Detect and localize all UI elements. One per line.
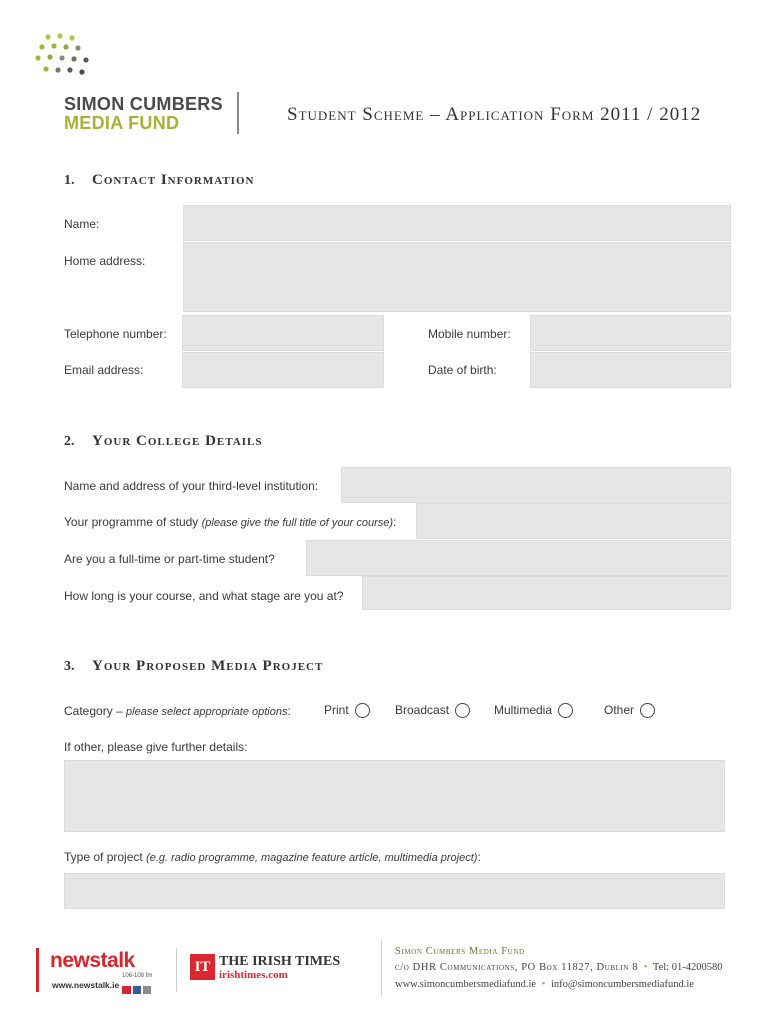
dob-field[interactable] [530, 352, 731, 388]
programme-label-row [64, 515, 396, 529]
category-colon: : [287, 704, 291, 718]
footer-org-name: Simon Cumbers Media Fund [395, 946, 525, 957]
mobile-field[interactable] [530, 315, 731, 351]
option-print[interactable] [324, 703, 370, 718]
option-other-label: Other [604, 703, 635, 717]
footer-address: c/o DHR Communications, PO Box 11827, Dublin 8 [395, 962, 639, 973]
section-2-number: 2. [64, 434, 75, 449]
newstalk-logo: newstalk [50, 949, 135, 972]
dob-label: Date of birth: [428, 363, 497, 377]
section-3-number: 3. [64, 659, 75, 674]
name-field[interactable] [183, 205, 731, 241]
footer-contact-row [395, 979, 694, 990]
footer-tel: Tel: 01-4200580 [652, 962, 723, 973]
project-type-colon: : [477, 850, 481, 864]
newstalk-url: www.newstalk.ie [52, 980, 120, 990]
section-1-number: 1. [64, 173, 75, 188]
home-address-field[interactable] [183, 242, 731, 312]
irish-times-url: irishtimes.com [219, 969, 288, 981]
irish-times-badge: IT [190, 954, 215, 980]
telephone-field[interactable] [182, 315, 384, 351]
youtube-icon [122, 986, 131, 994]
option-other[interactable] [604, 703, 655, 718]
fund-logo-dots [34, 32, 98, 80]
twitter-icon [143, 986, 151, 994]
project-type-label: Type of project [64, 850, 143, 864]
other-details-field[interactable] [64, 760, 725, 832]
name-label: Name: [64, 217, 100, 231]
footer-website[interactable]: www.simoncumbersmediafund.ie [395, 979, 537, 990]
institution-label: Name and address of your third-level institution: [64, 479, 319, 493]
project-type-hint: (e.g. radio programme, magazine feature article, multimedia project) [146, 852, 478, 864]
facebook-icon [133, 986, 141, 994]
programme-label: Your programme of study [64, 515, 199, 529]
category-label: Category – [64, 704, 123, 718]
programme-colon: : [393, 515, 397, 529]
home-address-label: Home address: [64, 254, 146, 268]
course-length-label: How long is your course, and what stage are you at? [64, 589, 344, 603]
footer-address-row [395, 962, 722, 973]
radio-print[interactable] [355, 703, 370, 718]
social-icons [122, 981, 151, 999]
option-broadcast-label: Broadcast [395, 703, 450, 717]
radio-other[interactable] [640, 703, 655, 718]
programme-hint: (please give the full title of your course) [201, 517, 394, 529]
option-broadcast[interactable] [395, 703, 470, 718]
option-multimedia[interactable] [494, 703, 573, 718]
form-title: Student Scheme – Application Form 2011 / 2012 [287, 104, 702, 125]
sponsor-divider-2 [381, 940, 382, 996]
newstalk-accent-bar [36, 948, 39, 992]
footer-separator-dot: • [643, 962, 648, 973]
category-hint: please select appropriate options [126, 706, 288, 718]
category-label-row [64, 704, 291, 718]
irish-times-name: THE IRISH TIMES [219, 954, 341, 969]
section-3-title: Your Proposed Media Project [92, 658, 324, 674]
email-label: Email address: [64, 363, 144, 377]
fund-logo-line1: SIMON CUMBERS [64, 94, 223, 114]
option-print-label: Print [324, 703, 349, 717]
radio-broadcast[interactable] [455, 703, 470, 718]
email-field[interactable] [182, 352, 384, 388]
project-type-label-row [64, 850, 481, 864]
option-multimedia-label: Multimedia [494, 703, 553, 717]
other-details-label: If other, please give further details: [64, 740, 248, 754]
irish-times-logo-block [188, 948, 366, 992]
fulltime-field[interactable] [306, 540, 731, 576]
fund-logo-line2: MEDIA FUND [64, 113, 180, 133]
footer-separator-dot-2: • [541, 979, 546, 990]
newstalk-tagline: 106-108 fm [122, 973, 153, 979]
fulltime-label: Are you a full-time or part-time student? [64, 552, 275, 566]
section-2-title: Your College Details [92, 433, 263, 449]
newstalk-logo-block [36, 946, 160, 994]
sponsor-divider-1 [176, 948, 177, 992]
section-1-title: Contact Information [92, 172, 255, 188]
telephone-label: Telephone number: [64, 327, 167, 341]
project-type-field[interactable] [64, 873, 725, 909]
programme-field[interactable] [416, 503, 731, 539]
institution-field[interactable] [341, 467, 731, 503]
mobile-label: Mobile number: [428, 327, 511, 341]
course-length-field[interactable] [362, 576, 731, 610]
radio-multimedia[interactable] [558, 703, 573, 718]
footer-email[interactable]: info@simoncumbersmediafund.ie [550, 979, 694, 990]
header-divider [237, 92, 239, 134]
